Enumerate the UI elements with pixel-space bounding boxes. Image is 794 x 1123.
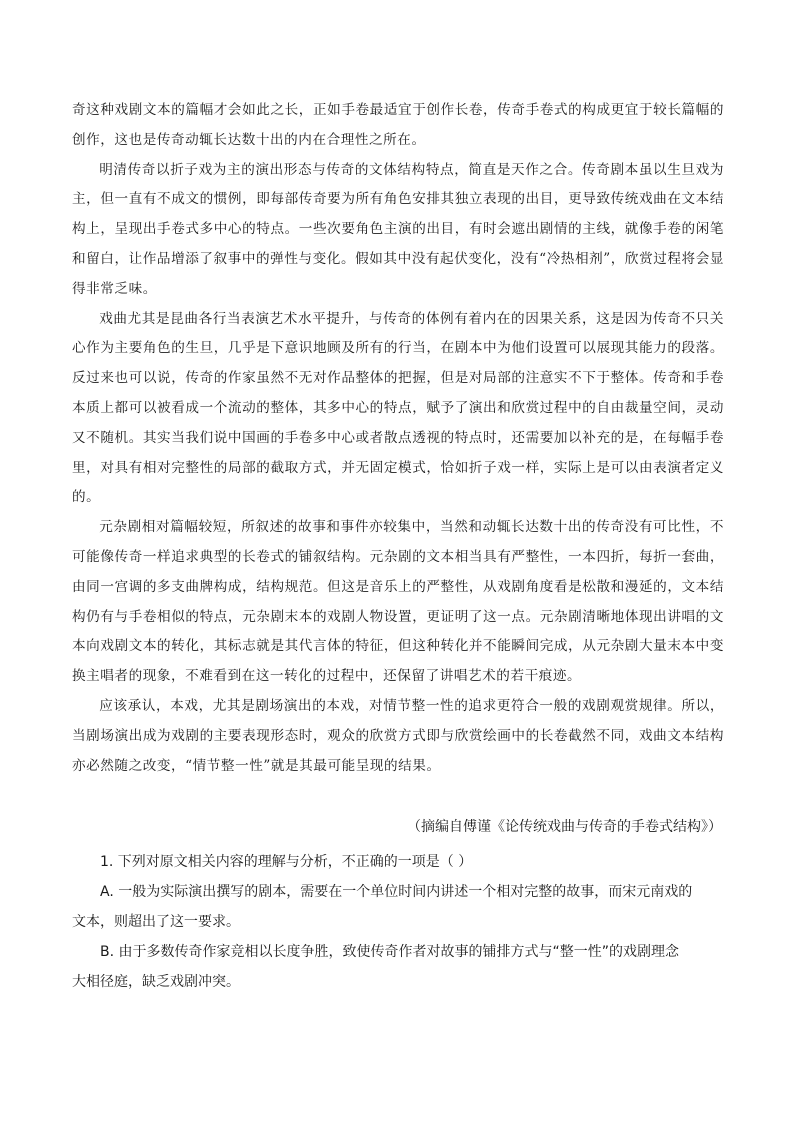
option-a: A. 一般为实际演出撰写的剧本，需要在一个单位时间内讲述一个相对完整的故事，而宋元南戏的 xyxy=(100,884,693,900)
passage-text xyxy=(72,96,724,781)
question-block xyxy=(72,847,724,997)
passage-paragraph-4: 元杂剧相对篇幅较短，所叙述的故事和事件亦较集中，当然和动辄长达数十出的传奇没有可比性，不可能像传奇一样追求典型的长卷式的铺叙结构。元杂剧的文本相当具有严整性，一本四折，每折一套曲，由同一宫调的多支曲牌构成，结构规范。但这是音乐上的严整性，从戏剧角度看是松散和漫延的，文本结构仍有与手卷相似的特点，元杂剧末本的戏剧人物设置，更证明了这一点。元杂剧清晰地体现出讲唱的文本向戏剧文本的转化，其标志就是其代言体的特征，但这种转化并不能瞬间完成，从元杂剧大量末本中变换主唱者的现象，不难看到在这一转化的过程中，还保留了讲唱艺术的若干痕迹。 xyxy=(72,519,724,685)
passage-paragraph-1: 奇这种戏剧文本的篇幅才会如此之长，正如手卷最适宜于创作长卷，传奇手卷式的构成更宜于较长篇幅的创作，这也是传奇动辄长达数十出的内在合理性之所在。 xyxy=(72,102,724,148)
source-citation: （摘编自傅谨《论传统戏曲与传奇的手卷式结构》） xyxy=(407,819,722,835)
option-b-continued: 大相径庭，缺乏戏剧冲突。 xyxy=(72,974,240,990)
passage-paragraph-5: 应该承认，本戏，尤其是剧场演出的本戏，对情节整一性的追求更符合一般的戏剧观赏规律。所以，当剧场演出成为戏剧的主要表现形态时，观众的欣赏方式即与欣赏绘画中的长卷截然不同，戏曲文本结构亦必然随之改变，“情节整一性”就是其最可能呈现的结果。 xyxy=(72,697,724,774)
question-stem: 1. 下列对原文相关内容的理解与分析，不正确的一项是（ ） xyxy=(100,854,473,870)
option-b: B. 由于多数传奇作家竞相以长度争胜，致使传奇作者对故事的铺排方式与“整一性”的戏剧理念 xyxy=(100,944,680,960)
passage-paragraph-3: 戏曲尤其是昆曲各行当表演艺术水平提升，与传奇的体例有着内在的因果关系，这是因为传奇不只关心作为主要角色的生旦，几乎是下意识地顾及所有的行当，在剧本中为他们设置可以展现其能力的段落。反过来也可以说，传奇的作家虽然不无对作品整体的把握，但是对局部的注意实不下于整体。传奇和手卷本质上都可以被看成一个流动的整体，其多中心的特点，赋予了演出和欣赏过程中的自由裁量空间，灵动又不随机。其实当我们说中国画的手卷多中心或者散点透视的特点时，还需要加以补充的是，在每幅手卷里，对具有相对完整性的局部的截取方式，并无固定模式，恰如折子戏一样，实际上是可以由表演者定义的。 xyxy=(72,310,724,506)
option-a-continued: 文本，则超出了这一要求。 xyxy=(72,914,240,930)
passage-paragraph-2: 明清传奇以折子戏为主的演出形态与传奇的文体结构特点，简直是天作之合。传奇剧本虽以生旦戏为主，但一直有不成文的惯例，即每部传奇要为所有角色安排其独立表现的出目，更导致传统戏曲在文本结构上，呈现出手卷式多中心的特点。一些次要角色主演的出目，有时会遮出剧情的主线，就像手卷的闲笔和留白，让作品增添了叙事中的弹性与变化。假如其中没有起伏变化，没有“冷热相剂”，欣赏过程将会显得非常乏味。 xyxy=(72,161,724,297)
